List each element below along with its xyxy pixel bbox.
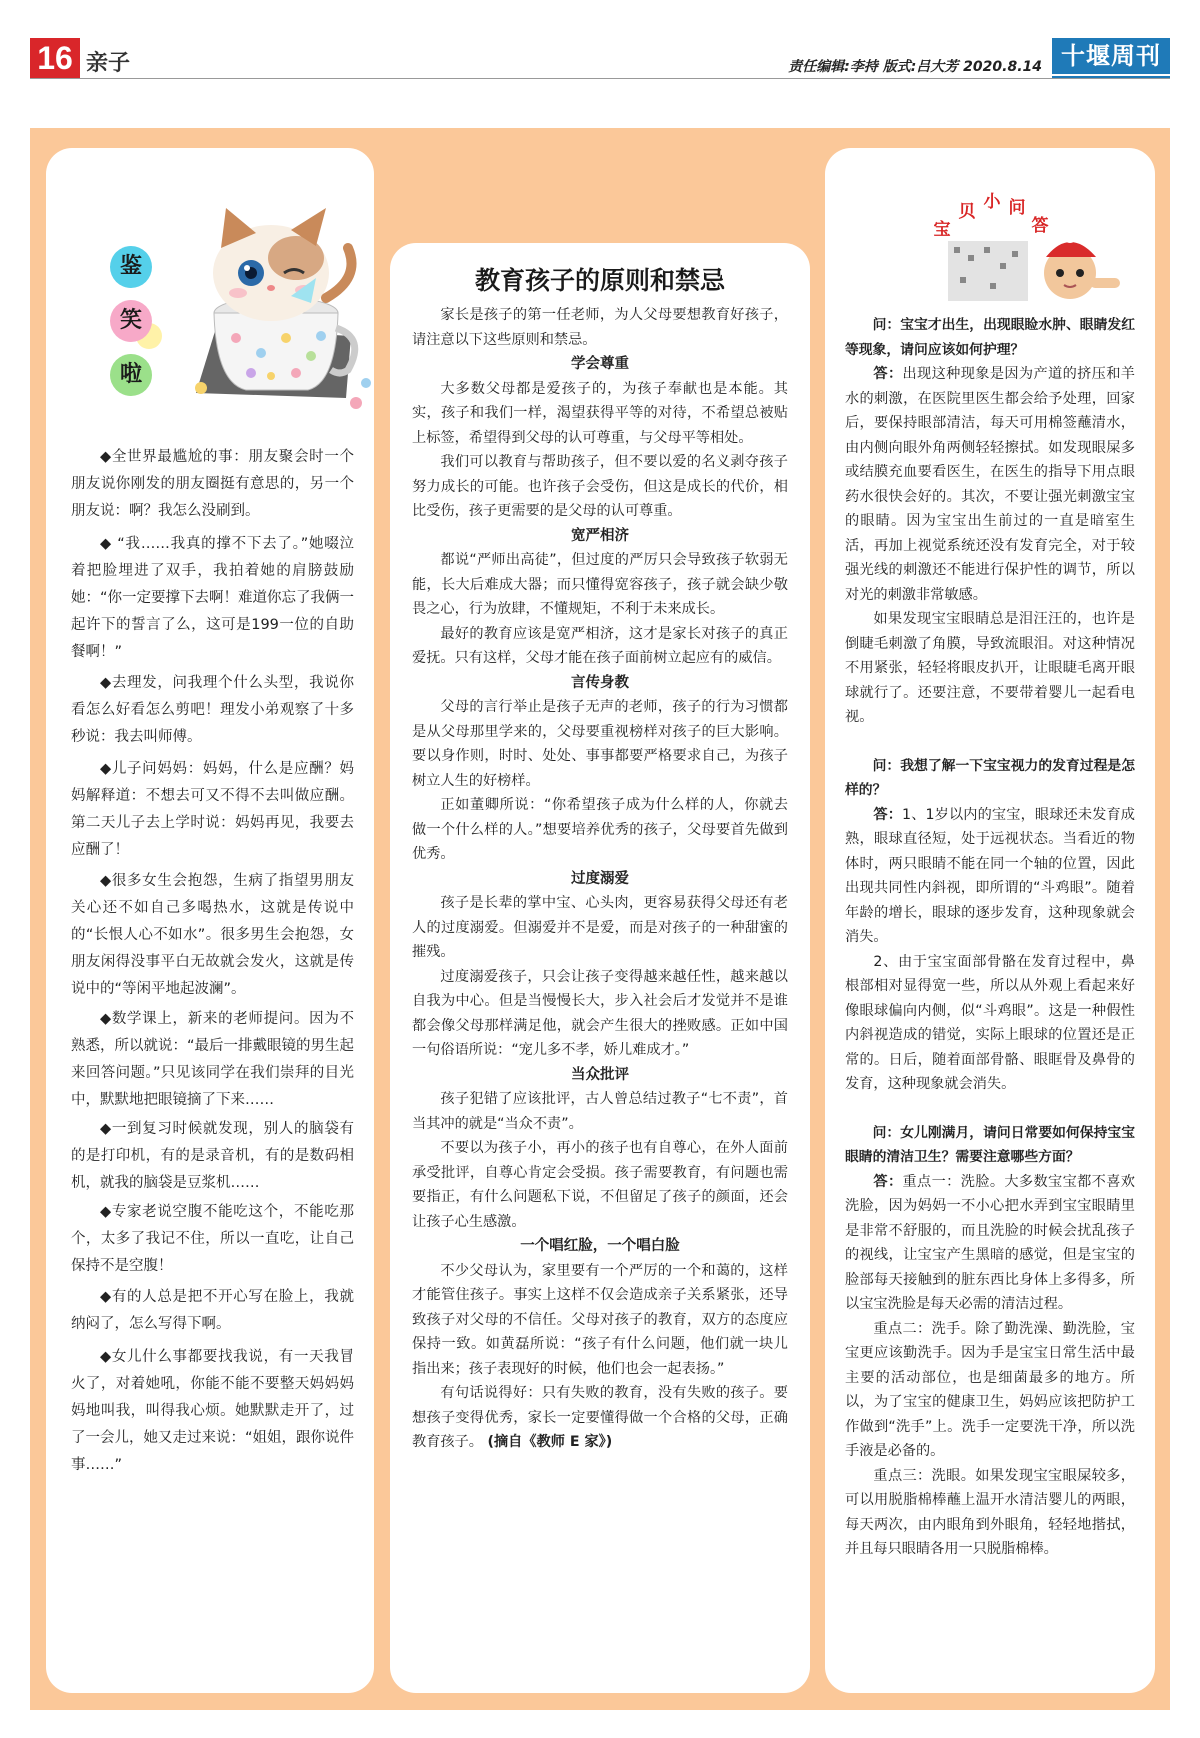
section-heading: 一个唱红脸，一个唱白脸 <box>520 1238 680 1254</box>
qa-card <box>825 148 1155 1693</box>
page-header <box>30 38 1170 80</box>
article-paragraph: 我们可以教育与帮助孩子，但不要以爱的名义剥夺孩子努力成长的可能。也许孩子会受伤，但这是成长的代价，相比受伤，孩子更需要的是父母的认可尊重。 <box>412 454 788 519</box>
joke-item: ◆全世界最尴尬的事：朋友聚会时一个朋友说你刚发的朋友圈挺有意思的，另一个朋友说：啊？我怎么没刷到。 <box>71 449 354 519</box>
qa-header-char: 答 <box>1031 216 1049 236</box>
section-heading: 宽严相济 <box>571 527 629 544</box>
qa-header-char: 小 <box>983 192 1001 212</box>
article-paragraph-text: 有句话说得好：只有失败的教育，没有失败的孩子。要想孩子变得优秀，家长一定要懂得做一个合格的父母，正确教育孩子。 <box>412 1385 788 1450</box>
joke-item: ◆一到复习时候就发现，别人的脑袋有的是打印机，有的是录音机，有的是数码相机，就我的脑袋是豆浆机…… <box>71 1121 354 1191</box>
page-number: 16 <box>30 38 80 78</box>
joke-item: ◆儿子问妈妈：妈妈，什么是应酬？妈妈解释道：不想去可又不得不去叫做应酬。第二天儿子去上学时说：妈妈再见，我要去应酬了！ <box>71 761 354 858</box>
answer-text: 重点一：洗脸。大多数宝宝都不喜欢洗脸，因为妈妈一不小心把水弄到宝宝眼睛里是非常不舒服的，而且洗脸的时候会扰乱孩子的视线，让宝宝产生黑暗的感觉，但是宝宝的脸部每天接触到的脏东西比身体上多得多，所以宝宝洗脸是每天必需的清洁过程。 <box>845 1173 1135 1312</box>
article-paragraph <box>412 1381 788 1455</box>
header-rule <box>30 78 1170 79</box>
answer-paragraph: 如果发现宝宝眼睛总是泪汪汪的，也许是倒睫毛刺激了角膜，导致流眼泪。对这种情况不用紧张，轻轻将眼皮扒开，让眼睫毛离开眼球就行了。还要注意，不要带着婴儿一起看电视。 <box>845 611 1135 725</box>
section-heading: 学会尊重 <box>571 356 629 372</box>
article-paragraph: 最好的教育应该是宽严相济，这才是家长对孩子的真正爱抚。只有这样，父母才能在孩子面前树立起应有的威信。 <box>412 625 788 666</box>
answer-label: 答： <box>873 806 903 823</box>
baby-illustration <box>940 233 1140 313</box>
article-paragraph: 都说“严师出高徒”，但过度的严厉只会导致孩子软弱无能，长大后难成大器；而只懂得宽容孩子，孩子就会缺少敬畏之心，行为放肆，不懂规矩，不利于未来成长。 <box>412 552 788 617</box>
joke-item: ◆去理发，问我理个什么头型，我说你看怎么好看怎么剪吧！理发小弟观察了十多秒说：我去叫师傅。 <box>71 675 354 745</box>
qa-header <box>920 178 1140 308</box>
section-heading: 言传身教 <box>571 674 629 691</box>
badge-la: 啦 <box>110 354 152 396</box>
article-paragraph: 孩子是长辈的掌中宝、心头肉，更容易获得父母还有老人的过度溺爱。但溺爱并不是爱，而是对孩子的一种甜蜜的摧残。 <box>412 895 788 960</box>
answer-paragraph <box>845 362 1135 607</box>
content-frame <box>30 128 1170 1710</box>
joke-item: ◆ “我……我真的撑不下去了。”她啜泣着把脸埋进了双手，我拍着她的肩膀鼓励她：“你一定要撑下去啊！难道你忘了我俩一起许下的誓言了么，这可是199一位的自助餐啊！” <box>71 536 355 660</box>
answer-paragraph <box>845 803 1135 950</box>
qa-header-char: 问 <box>1008 198 1026 218</box>
newspaper-logo: 十堰周刊 <box>1052 38 1170 74</box>
answer-label: 答： <box>873 1173 903 1190</box>
article-source: (摘自《教师 E 家》) <box>487 1434 613 1450</box>
answer-text: 出现这种现象是因为产道的挤压和羊水的刺激，在医院里医生都会给予处理，回家后，要保持眼部清洁，每天可用棉签蘸清水，由内侧向眼外角两侧轻轻擦拭。如发现眼屎多或结膜充血要看医生，在医生的指导下用点眼药水很快会好的。其次，不要让强光刺激宝宝的眼睛。因为宝宝出生前过的一直是暗室生活，再加上视觉系统还没有发育完全，对于较强光线的刺激还不能进行保护性的调节，所以对光的刺激非常敏感。 <box>845 366 1135 603</box>
joke-item: ◆女儿什么事都要找我说，有一天我冒火了，对着她吼，你能不能不要整天妈妈妈妈地叫我，叫得我心烦。她默默走开了，过了一会儿，她又走过来说：“姐姐，跟你说件事……” <box>71 1349 355 1473</box>
article-paragraph: 孩子犯错了应该批评，古人曾总结过教子“七不责”，首当其冲的就是“当众不责”。 <box>412 1091 788 1132</box>
jokes-card <box>46 148 374 1693</box>
joke-item: ◆有的人总是把不开心写在脸上，我就纳闷了，怎么写得下啊。 <box>71 1289 354 1332</box>
article-title: 教育孩子的原则和禁忌 <box>474 266 725 295</box>
qa-header-char: 贝 <box>958 202 976 222</box>
qa-header-char: 宝 <box>933 220 951 240</box>
article-intro: 家长是孩子的第一任老师，为人父母要想教育好孩子，请注意以下这些原则和禁忌。 <box>412 307 788 348</box>
joke-item: ◆数学课上，新来的老师提问。因为不熟悉，所以就说：“最后一排戴眼镜的男生起来回答问题。”只见该同学在我们崇拜的目光中，默默地把眼镜摘了下来…… <box>71 1011 355 1108</box>
article-paragraph: 不少父母认为，家里要有一个严厉的一个和蔼的，这样才能管住孩子。事实上这样不仅会造成亲子关系紧张，还导致孩子对父母的不信任。父母对孩子的教育，双方的态度应保持一致。如黄磊所说：“孩子有什么问题，他们就一块儿指出来；孩子表现好的时候，他们也会一起表扬。” <box>412 1262 788 1377</box>
spacer <box>845 730 1135 754</box>
article-paragraph: 父母的言行举止是孩子无声的老师，孩子的行为习惯都是从父母那里学来的，父母要重视榜样对孩子的巨大影响。要以身作则，时时、处处、事事都要严格要求自己，为孩子树立人生的好榜样。 <box>412 699 788 789</box>
answer-text: 1、1岁以内的宝宝，眼球还未发育成熟，眼球直径短，处于远视状态。当看近的物体时，两只眼睛不能在同一个轴的位置，因此出现共同性内斜视，即所谓的“斗鸡眼”。随着年龄的增长，眼球的逐步发育，这种现象就会消失。 <box>845 806 1135 945</box>
section-heading: 当众批评 <box>571 1066 629 1083</box>
answer-label: 答： <box>873 366 903 382</box>
article-paragraph: 大多数父母都是爱孩子的，为孩子奉献也是本能。其实，孩子和我们一样，渴望获得平等的对待，不希望总被贴上标签，希望得到父母的认可尊重，与父母平等相处。 <box>412 380 788 446</box>
section-title: 亲子 <box>86 51 131 76</box>
editor-credits: 责任编辑:李持 版式:吕大芳 2020.8.14 <box>788 59 1042 75</box>
answer-paragraph: 重点三：洗眼。如果发现宝宝眼屎较多，可以用脱脂棉棒蘸上温开水清洁婴儿的两眼，每天两次，由内眼角到外眼角，轻轻地揩拭，并且每只眼睛各用一只脱脂棉棒。 <box>845 1467 1135 1557</box>
kitten-in-cup-illustration <box>176 178 376 418</box>
question: 问：宝宝才出生，出现眼睑水肿、眼睛发红等现象，请问应该如何护理？ <box>845 317 1135 358</box>
article-paragraph: 不要以为孩子小，再小的孩子也有自尊心，在外人面前承受批评，自尊心肯定会受损。孩子需要教育，有问题也需要指正，有什么问题私下说，不但留足了孩子的颜面，还会让孩子心生感激。 <box>412 1140 788 1230</box>
question: 问：我想了解一下宝宝视力的发育过程是怎样的？ <box>845 757 1135 798</box>
badge-jian: 鉴 <box>110 246 152 288</box>
article-paragraph: 过度溺爱孩子，只会让孩子变得越来越任性，越来越以自我为中心。但是当慢慢长大，步入社会后才发觉并不是谁都会像父母那样满足他，就会产生很大的挫败感。正如中国一句俗语所说：“宠儿多不孝，娇儿难成才。” <box>412 968 788 1058</box>
article-card <box>390 243 810 1693</box>
qa-body <box>845 313 1135 1562</box>
answer-paragraph: 2、由于宝宝面部骨骼在发育过程中，鼻根部相对显得宽一些，所以从外观上看起来好像眼球偏向内侧，似“斗鸡眼”。这是一种假性内斜视造成的错觉，实际上眼球的位置还是正常的。日后，随着面部骨骼、眼眶骨及鼻骨的发育，这种现象就会消失。 <box>845 953 1135 1092</box>
section-heading: 过度溺爱 <box>571 870 629 887</box>
article-paragraph: 正如董卿所说：“你希望孩子成为什么样的人，你就去做一个什么样的人。”想要培养优秀的孩子，父母要首先做到优秀。 <box>412 797 788 862</box>
badge-xiao: 笑 <box>110 300 152 342</box>
joke-item: ◆很多女生会抱怨，生病了指望男朋友关心还不如自己多喝热水，这就是传说中的“长恨人心不如水”。很多男生会抱怨，女朋友闲得没事平白无故就会发火，这就是传说中的“等闲平地起波澜”。 <box>71 873 354 997</box>
answer-paragraph: 重点二：洗手。除了勤洗澡、勤洗脸，宝宝更应该勤洗手。因为手是宝宝日常生活中最主要的活动部位，也是细菌最多的地方。所以，为了宝宝的健康卫生，妈妈应该把防护工作做到“洗手”上。洗手一定要洗干净，所以洗手液是必备的。 <box>845 1320 1135 1459</box>
answer-paragraph <box>845 1170 1135 1317</box>
joke-item: ◆专家老说空腹不能吃这个，不能吃那个，太多了我记不住，所以一直吃，让自己保持不是空腹！ <box>71 1204 354 1274</box>
article-body <box>412 303 788 1455</box>
question: 问：女儿刚满月，请问日常要如何保持宝宝眼睛的清洁卫生？需要注意哪些方面？ <box>845 1124 1135 1165</box>
spacer <box>845 1097 1135 1121</box>
